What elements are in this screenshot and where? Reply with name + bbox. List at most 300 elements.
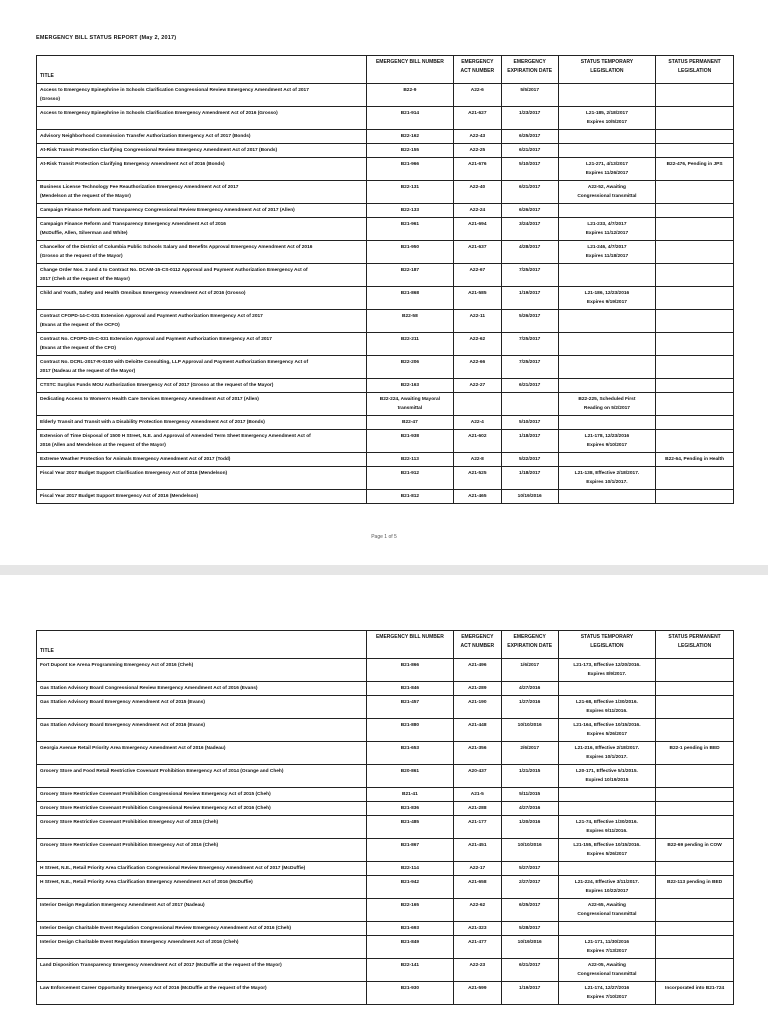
cell-bill-number-text: B22-58 [402,314,418,319]
cell-expiration-date-text: 5/26/2017 [519,314,541,319]
cell-title-text: CTSTC Surplus Funds MOU Authorization Emergency Act of 2017 (Grosso at the request of the Mayor) [40,383,274,388]
cell-title-text: Fiscal Year 2017 Budget Support Emergency Act of 2016 (Mendelson) [40,494,199,499]
cell-status-temporary [558,287,655,310]
cell-title-text: Interior Design Charitable Event Regulation Congressional Review Emergency Amendment Act of 2016 (Cheh) [40,926,292,931]
header-status-permanent: STATUS PERMANENT LEGISLATION [656,56,734,84]
cell-bill-number-text: B22-113 [400,457,419,462]
cell-status-temporary-text: Congressional transmittal [577,194,637,199]
cell-title-text: Chancellor of the District of Columbia Public Schools Salary and Benefits Approval Emergency Amendment Act of 2016 [40,245,313,250]
cell-expiration-date-text: 7/25/2017 [519,268,541,273]
cell-title-text: Change Order Nos. 3 and 4 to Contract No. DCAM-15-CS-0112 Approval and Payment Authorization Emergency Act of [40,268,308,273]
cell-bill-number [366,204,453,218]
cell-bill-number [366,788,453,802]
cell-bill-number-text: B22-224, Awaiting Mayoral [379,397,441,402]
cell-expiration-date [501,959,558,982]
cell-title-text: (Evans at the request of the CFO) [40,346,116,351]
table-header [37,631,734,659]
cell-status-temporary [558,719,655,742]
cell-expiration-date [501,264,558,287]
cell-status-temporary-text: L21-216, Effective 2/18/2017. [574,746,640,751]
cell-title-text: (McDuffie, Allen, Silverman and White) [40,231,128,236]
cell-status-permanent [656,310,734,333]
cell-expiration-date [501,876,558,899]
cell-bill-number [366,802,453,816]
cell-bill-number-text: B22-162 [400,134,420,139]
cell-status-temporary [558,802,655,816]
cell-act-number-text: A21-627 [468,111,487,116]
table-row [37,144,734,158]
cell-status-permanent [656,982,734,1005]
cell-title-text: Grocery Store and Food Retail Restrictive Covenant Prohibition Emergency Act of 2014 (Orange and Cheh) [40,769,284,774]
cell-act-number-text: A21-5 [470,792,484,797]
cell-status-permanent [656,130,734,144]
cell-bill-number-text: B22-211 [400,337,419,342]
cell-bill-number [366,181,453,204]
cell-act-number [453,158,501,181]
cell-bill-number-text: B22-206 [400,360,420,365]
cell-status-temporary [558,356,655,379]
cell-status-temporary [558,659,655,682]
cell-act-number [453,682,501,696]
cell-status-temporary [558,204,655,218]
cell-expiration-date [501,788,558,802]
cell-act-number [453,876,501,899]
cell-bill-number-text: B22-165 [400,903,420,908]
cell-bill-number [366,816,453,839]
cell-status-temporary-text: Expires 10/1/2017. [586,755,628,760]
cell-status-temporary-text: L21-74, Effective 1/30/2016. [575,820,638,825]
cell-act-number [453,816,501,839]
cell-title-text: (Grosso) [40,97,60,102]
cell-status-permanent [656,393,734,416]
cell-bill-number [366,453,453,467]
cell-expiration-date-text: 5/28/2017 [519,926,541,931]
cell-title-text: At-Risk Transit Protection Clarifying Emergency Amendment Act of 2016 (Bonds) [40,162,225,167]
cell-title [37,765,367,788]
table-row [37,936,734,959]
cell-bill-number [366,922,453,936]
cell-bill-number [366,287,453,310]
cell-status-temporary [558,453,655,467]
cell-act-number [453,862,501,876]
cell-title [37,453,367,467]
cell-act-number-text: A22-67 [469,268,486,273]
cell-status-temporary [558,107,655,130]
cell-expiration-date [501,84,558,107]
header-bill-number: EMERGENCY BILL NUMBER [366,631,453,659]
cell-bill-number-text: B21-812 [400,494,420,499]
table-body [37,659,734,1005]
table-row [37,287,734,310]
cell-act-number-text: A21-356 [468,746,487,751]
cell-expiration-date [501,144,558,158]
cell-act-number [453,982,501,1005]
cell-title [37,802,367,816]
cell-expiration-date-text: 1/27/2016 [519,700,541,705]
cell-act-number-text: A22-27 [469,383,486,388]
cell-bill-number-text: B21-912 [400,471,420,476]
table-row [37,310,734,333]
cell-status-temporary [558,158,655,181]
cell-title [37,862,367,876]
cell-bill-number-text: B21-693 [400,926,420,931]
table-row [37,158,734,181]
cell-title-text: Grocery Store Restrictive Covenant Prohibition Congressional Review Emergency Act of 2016 (Cheh) [40,806,271,811]
cell-bill-number [366,696,453,719]
cell-status-permanent [656,788,734,802]
cell-status-temporary-text: L21-233, 4/7/2017 [587,222,627,227]
cell-bill-number-text: B21-961 [400,222,420,227]
cell-title-text: Grocery Store Restrictive Covenant Prohibition Emergency Act of 2015 (Cheh) [40,820,219,825]
cell-act-number-text: A22-4 [470,420,484,425]
cell-bill-number-text: B22-141 [400,963,420,968]
cell-act-number [453,430,501,453]
cell-title [37,379,367,393]
header-status-permanent: STATUS PERMANENT LEGISLATION [656,631,734,659]
table-row [37,241,734,264]
cell-act-number [453,241,501,264]
report-page-2 [0,575,768,1024]
cell-title [37,788,367,802]
cell-act-number-text: A22-11 [469,314,486,319]
cell-status-temporary-text: Expires 5/26/2017 [586,852,627,857]
cell-title [37,959,367,982]
cell-title-text: At-Risk Transit Protection Clarifying Congressional Review Emergency Amendment Act of 2017 (Bonds) [40,148,278,153]
cell-status-temporary [558,862,655,876]
cell-bill-number-text: B21-914 [400,111,420,116]
table-row [37,959,734,982]
table-row [37,107,734,130]
cell-expiration-date-text: 5/5/2017 [520,88,540,93]
cell-status-temporary [558,310,655,333]
cell-title-text: Georgia Avenue Retail Priority Area Emergency Amendment Act of 2016 (Nadeau) [40,746,226,751]
cell-bill-number-text: B22-133 [400,208,420,213]
cell-expiration-date [501,333,558,356]
cell-bill-number-text: B22-131 [400,185,420,190]
cell-status-permanent [656,204,734,218]
cell-status-permanent [656,816,734,839]
cell-status-temporary [558,84,655,107]
cell-expiration-date [501,241,558,264]
cell-expiration-date [501,862,558,876]
cell-expiration-date [501,696,558,719]
cell-title-text: Extension of Time Disposal of 1500 H Street, N.E. and Approval of Amended Term Sheet Emergency Amendment Act of [40,434,311,439]
cell-title [37,241,367,264]
header-expiration-date: EMERGENCY EXPIRATION DATE [501,56,558,84]
header-expiration-date: EMERGENCY EXPIRATION DATE [501,631,558,659]
table-row [37,333,734,356]
cell-status-temporary [558,181,655,204]
cell-title [37,922,367,936]
cell-act-number-text: A21-602 [468,434,487,439]
table-row [37,765,734,788]
cell-title-text: Child and Youth, Safety and Health Omnibus Emergency Amendment Act of 2016 (Grosso) [40,291,246,296]
cell-status-temporary-text: A22-65, Awaiting [587,903,626,908]
cell-bill-number [366,839,453,862]
cell-act-number-text: A21-190 [468,700,487,705]
cell-title [37,899,367,922]
header-status-temporary: STATUS TEMPORARY LEGISLATION [558,56,655,84]
cell-title-text: Elderly Transit and Transit with a Disability Protection Emergency Amendment Act of 2017 (Bonds) [40,420,265,425]
header-act-number: EMERGENCY ACT NUMBER [453,631,501,659]
cell-act-number [453,287,501,310]
cell-bill-number [366,264,453,287]
cell-expiration-date-text: 5/10/2017 [519,162,541,167]
cell-title-text: Access to Emergency Epinephrine in Schools Clarification Congressional Review Emergency Amendment Act of 2017 [40,88,309,93]
cell-bill-number-text: B21-866 [400,663,420,668]
cell-act-number [453,333,501,356]
status-table-page-2 [36,630,734,1005]
cell-act-number-text: A21-676 [468,162,487,167]
cell-status-temporary-text: A22-05, Awaiting [587,963,626,968]
cell-act-number-text: A21-477 [468,940,487,945]
cell-act-number [453,719,501,742]
cell-act-number-text: A22-6 [470,88,484,93]
cell-status-permanent [656,742,734,765]
cell-status-temporary-text: Expired 10/19/2015 [585,778,629,783]
cell-status-permanent [656,765,734,788]
cell-expiration-date [501,130,558,144]
table-row [37,453,734,467]
cell-bill-number-text: B21-846 [400,686,420,691]
table-row [37,393,734,416]
cell-status-temporary [558,241,655,264]
cell-expiration-date-text: 6/26/2017 [519,208,541,213]
cell-status-temporary-text: Expires 10/1/2017. [586,480,628,485]
cell-bill-number [366,430,453,453]
cell-act-number [453,310,501,333]
cell-expiration-date-text: 5/27/2017 [519,866,541,871]
cell-status-temporary [558,467,655,490]
cell-bill-number [366,218,453,241]
cell-act-number [453,659,501,682]
cell-act-number [453,416,501,430]
cell-status-temporary-text: Congressional transmittal [577,972,637,977]
table-row [37,922,734,936]
cell-status-temporary [558,264,655,287]
cell-title-text: (Mendelson at the request of the Mayor) [40,194,131,199]
cell-bill-number [366,130,453,144]
cell-bill-number [366,310,453,333]
cell-expiration-date-text: 1/18/2017 [519,471,541,476]
header-title: TITLE [37,631,367,659]
cell-act-number-text: A22-40 [469,185,486,190]
cell-expiration-date-text: 1/18/2017 [519,434,541,439]
cell-title [37,982,367,1005]
cell-status-permanent [656,416,734,430]
cell-status-permanent [656,862,734,876]
cell-title-text: (Grosso at the request of the Mayor) [40,254,123,259]
cell-act-number [453,204,501,218]
table-row [37,899,734,922]
cell-act-number-text: A21-288 [468,806,487,811]
cell-status-permanent [656,876,734,899]
cell-bill-number-text: B21-653 [400,746,420,751]
cell-title-text: Law Enforcement Career Opportunity Emergency Act of 2016 (McDuffie at the request of the Mayor) [40,986,267,991]
cell-act-number-text: A22-17 [469,866,486,871]
cell-title-text: Gas Station Advisory Board Congressional Review Emergency Amendment Act of 2016 (Evans) [40,686,258,691]
cell-status-temporary-text: L21-155, Effective 10/15/2016. [573,843,641,848]
cell-status-permanent [656,356,734,379]
table-row [37,204,734,218]
cell-expiration-date [501,430,558,453]
cell-title [37,659,367,682]
cell-bill-number [366,936,453,959]
table-row [37,130,734,144]
cell-expiration-date-text: 5/11/2015 [519,792,541,797]
cell-expiration-date [501,379,558,393]
cell-expiration-date-text: 1/20/2016 [519,820,541,825]
cell-title-text: Fiscal Year 2017 Budget Support Clarification Emergency Act of 2016 (Mendelson) [40,471,228,476]
cell-expiration-date-text: 6/21/2017 [519,185,541,190]
cell-expiration-date [501,356,558,379]
cell-bill-number [366,765,453,788]
cell-bill-number-text: transmittal [397,406,423,411]
cell-bill-number-text: B21-836 [400,806,420,811]
cell-expiration-date-text: 10/19/2016 [517,494,542,499]
cell-act-number-text: A21-496 [468,663,487,668]
cell-bill-number [366,899,453,922]
table-row [37,84,734,107]
cell-expiration-date [501,982,558,1005]
cell-status-permanent [656,264,734,287]
cell-expiration-date [501,719,558,742]
cell-bill-number [366,742,453,765]
cell-title [37,839,367,862]
cell-act-number [453,467,501,490]
cell-act-number-text: A21-658 [468,880,487,885]
cell-title-text: Grocery Store Restrictive Covenant Prohibition Emergency Act of 2016 (Cheh) [40,843,219,848]
cell-act-number-text: A22-24 [469,208,486,213]
cell-bill-number [366,393,453,416]
cell-expiration-date-text: 1/21/2015 [519,769,541,774]
cell-expiration-date-text: 5/22/2017 [519,457,541,462]
cell-expiration-date [501,181,558,204]
cell-status-temporary-text: B22-225, Scheduled First [578,397,636,402]
cell-expiration-date-text: 4/27/2016 [519,686,541,691]
cell-title [37,264,367,287]
table-row [37,379,734,393]
header-act-number: EMERGENCY ACT NUMBER [453,56,501,84]
cell-title [37,416,367,430]
cell-status-temporary-text: A22-52, Awaiting [587,185,626,190]
cell-title-text: Interior Design Charitable Event Regulation Emergency Amendment Act of 2016 (Cheh) [40,940,239,945]
cell-bill-number [366,862,453,876]
cell-bill-number [366,379,453,393]
cell-status-permanent [656,84,734,107]
table-row [37,467,734,490]
cell-act-number-text: A21-599 [468,986,487,991]
cell-title [37,430,367,453]
cell-status-temporary-text: L21-164, Effective 10/15/2016. [573,723,641,728]
cell-status-permanent [656,218,734,241]
cell-status-temporary [558,416,655,430]
cell-act-number [453,765,501,788]
cell-status-temporary [558,333,655,356]
cell-status-temporary-text: L21-271, 4/13/2017 [585,162,628,167]
table-row [37,659,734,682]
cell-title [37,204,367,218]
cell-bill-number-text: B22-47 [402,420,418,425]
cell-title [37,158,367,181]
cell-expiration-date [501,490,558,504]
cell-act-number-text: A22-66 [469,360,486,365]
cell-expiration-date [501,802,558,816]
cell-expiration-date [501,899,558,922]
cell-expiration-date-text: 2/27/2017 [519,880,541,885]
table-row [37,430,734,453]
cell-status-permanent-text: B22-113 pending in BED [666,880,723,885]
cell-expiration-date [501,453,558,467]
cell-status-temporary-text: Expires 8/9/2017. [587,672,627,677]
cell-expiration-date-text: 10/19/2016 [517,940,542,945]
cell-bill-number-text: B21-930 [400,986,420,991]
cell-expiration-date [501,742,558,765]
cell-status-temporary-text: Expires 9/11/2016. [586,709,628,714]
cell-expiration-date-text: 1/19/2017 [519,291,541,296]
cell-act-number [453,788,501,802]
cell-expiration-date-text: 6/25/2017 [519,903,541,908]
cell-act-number-text: A22-62 [469,903,486,908]
table-row [37,742,734,765]
cell-status-permanent-text: B22-69 pending in COW [667,843,722,848]
cell-status-temporary [558,130,655,144]
cell-status-temporary-text: L21-173, Effective 12/20/2016. [573,663,641,668]
cell-title-text: Contract No. DCRL-2017-R-0100 with Deloitte Consulting, LLP Approval and Payment Authorization Emergency Act of [40,360,309,365]
cell-status-permanent [656,333,734,356]
cell-bill-number-text: B22-9 [403,88,417,93]
cell-status-temporary-text: Expires 10/5/2017 [586,120,627,125]
cell-expiration-date-text: 4/27/2016 [519,806,541,811]
cell-title [37,467,367,490]
cell-title-text: (Evans at the request of the OCFO) [40,323,120,328]
table-row [37,982,734,1005]
cell-act-number-text: A21-465 [468,494,487,499]
cell-title-text: Campaign Finance Reform and Transparency Emergency Amendment Act of 2016 [40,222,226,227]
cell-status-temporary [558,696,655,719]
cell-expiration-date [501,682,558,696]
cell-status-temporary-text: Expires 11/26/2017 [585,171,629,176]
cell-status-temporary-text: Expires 7/13/2017 [586,949,627,954]
cell-status-permanent-text: Incorporated into B21-724 [664,986,725,991]
cell-bill-number [366,467,453,490]
cell-title [37,144,367,158]
cell-expiration-date-text: 7/25/2017 [519,360,541,365]
cell-act-number [453,144,501,158]
cell-title [37,333,367,356]
cell-title [37,356,367,379]
cell-status-permanent [656,936,734,959]
cell-title-text: Gas Station Advisory Board Emergency Amendment Act of 2015 (Evans) [40,700,206,705]
cell-title [37,107,367,130]
table-header [37,56,734,84]
cell-expiration-date-text: 1/23/2017 [519,111,541,116]
cell-title [37,218,367,241]
header-title: TITLE [37,56,367,84]
cell-bill-number [366,490,453,504]
cell-status-temporary-text: Expires 9/19/2017 [586,300,627,305]
cell-status-permanent [656,158,734,181]
cell-status-temporary-text: L20-171, Effective 5/1/2015. [575,769,638,774]
cell-bill-number-text: B21-41 [402,792,418,797]
cell-status-temporary-text: Expires 9/10/2017 [586,443,627,448]
cell-act-number [453,959,501,982]
cell-title [37,816,367,839]
cell-title-text: Advisory Neighborhood Commission Transfer Authorization Emergency Act of 2017 (Bonds) [40,134,251,139]
cell-expiration-date [501,218,558,241]
cell-title [37,719,367,742]
cell-status-temporary [558,876,655,899]
